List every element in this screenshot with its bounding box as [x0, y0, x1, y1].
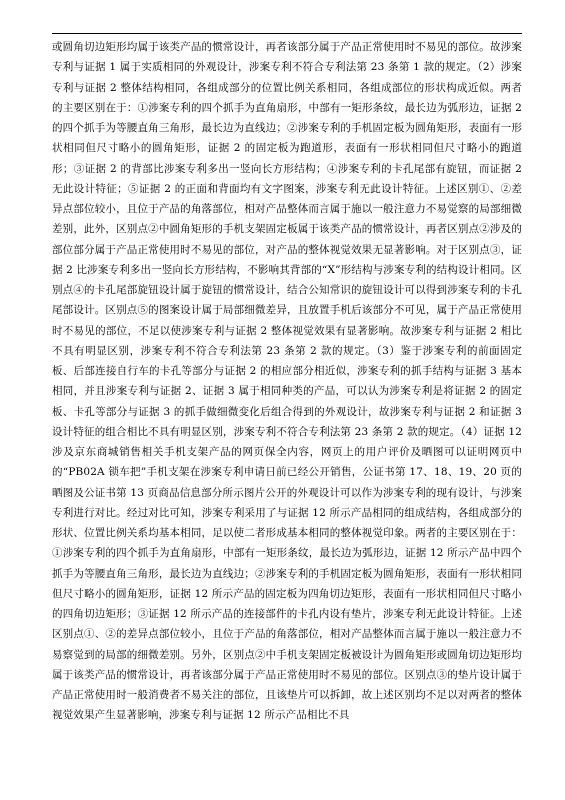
header-rule	[52, 33, 522, 34]
document-body	[52, 37, 522, 726]
body-paragraph: 或圆角切边矩形均属于该类产品的惯常设计，再者该部分属于产品正常使用时不易见的部位。故涉案专利与证据 1 属于实质相同的外观设计，涉案专利不符合专利法第 23 条第 1 款的规定。（2）涉案专利与证据 2 整体结构相同，各组成部分的位置比例关系相同，各组成部位的形状构成近似。两者的主要区别在于：①涉案专利的四个抓手为直角扇形，中部有一矩形条纹，最长边为弧形边，证据 2 的四个抓手为等腰直角三角形，最长边为直线边；②涉案专利的手机固定板为圆角矩形，表面有一形状相同但尺寸略小的圆角矩形，证据 2 的固定板为跑道形，表面有一形状相同但尺寸略小的跑道形；③证据 2 的背部比涉案专利多出一竖向长方形结构；④涉案专利的卡孔尾部有旋钮，而证据 2 无此设计特征；⑤证据 2 的正面和背面均有文字图案，涉案专利无此设计特征。上述区别①、②差异点部位较小，且位于产品的角落部位，相对产品整体而言属于施以一般注意力不易觉察的局部细微差别，此外，区别点②中圆角矩形的手机支架固定板属于该类产品的惯常设计，再者区别点②涉及的部位部分属于产品正常使用时不易见的部位，对产品的整体视觉效果无显著影响。对于区别点③，证据 2 比涉案专利多出一竖向长方形结构，不影响其背部的“X”形结构与涉案专利的结构设计相同。区别点④的卡孔尾部旋钮设计属于旋钮的惯常设计，结合公知常识的旋钮设计可以得到涉案专利的卡孔尾部设计。区别点⑤的图案设计属于局部细微差异，且放置手机后该部分不可见，属于产品正常使用时不易见的部位，不足以使涉案专利与证据 2 整体视觉效果有显著影响。故涉案专利与证据 2 相比不具有明显区别，涉案专利不符合专利法第 23 条第 2 款的规定。（3）鉴于涉案专利的前面固定板、后部连接自行车的卡孔等部分与证据 2 的相应部分相近似，涉案专利的抓手结构与证据 3 基本相同，并且涉案专利与证据 2、证据 3 属于相同种类的产品，可以认为涉案专利是将证据 2 的固定板、卡孔等部分与证据 3 的抓手做细微变化后组合得到的外观设计，故涉案专利与证据 2 和证据 3 设计特征的组合相比不具有明显区别，涉案专利不符合专利法第 23 条第 2 款的规定。（4）证据 12 涉及京东商城销售相关手机支架产品的网页保全内容，网页上的用户评价及晒图可以证明网页中的“PB02A 锁车把”手机支架在涉案专利申请日前已经公开销售，公证书第 17、18、19、20 页的晒图及公证书第 13 页商品信息部分所示图片公开的外观设计可以作为涉案专利的现有设计，与涉案专利进行对比。经过对比可知，涉案专利采用了与证据 12 所示产品相同的组成结构，各组成部分的形状、位置比例关系均基本相同，足以使二者形成基本相同的整体视觉印象。两者的主要区别在于：①涉案专利的四个抓手为直角扇形，中部有一矩形条纹，最长边为弧形边，证据 12 所示产品中四个抓手为等腰直角三角形，最长边为直线边；②涉案专利的手机固定板为圆角矩形，表面有一形状相同但尺寸略小的圆角矩形，证据 12 所示产品的固定板为四角切边矩形，表面有一形状相同但尺寸略小的四角切边矩形；③证据 12 所示产品的连接部件的卡孔内设有垫片，涉案专利无此设计特征。上述区别点①、②的差异点部位较小，且位于产品的角落部位，相对产品整体而言属于施以一般注意力不易察觉到的局部的细微差别。另外，区别点②中手机支架固定板被设计为圆角矩形或圆角切边矩形均属于该类产品的惯常设计，再者该部分属于产品正常使用时不易见的部位。区别点③的垫片设计属于产品正常使用时一般消费者不易关注的部位，且该垫片可以拆卸，故上述区别均不足以对两者的整体视觉效果产生显著影响，涉案专利与证据 12 所示产品相比不具	[52, 41, 522, 722]
